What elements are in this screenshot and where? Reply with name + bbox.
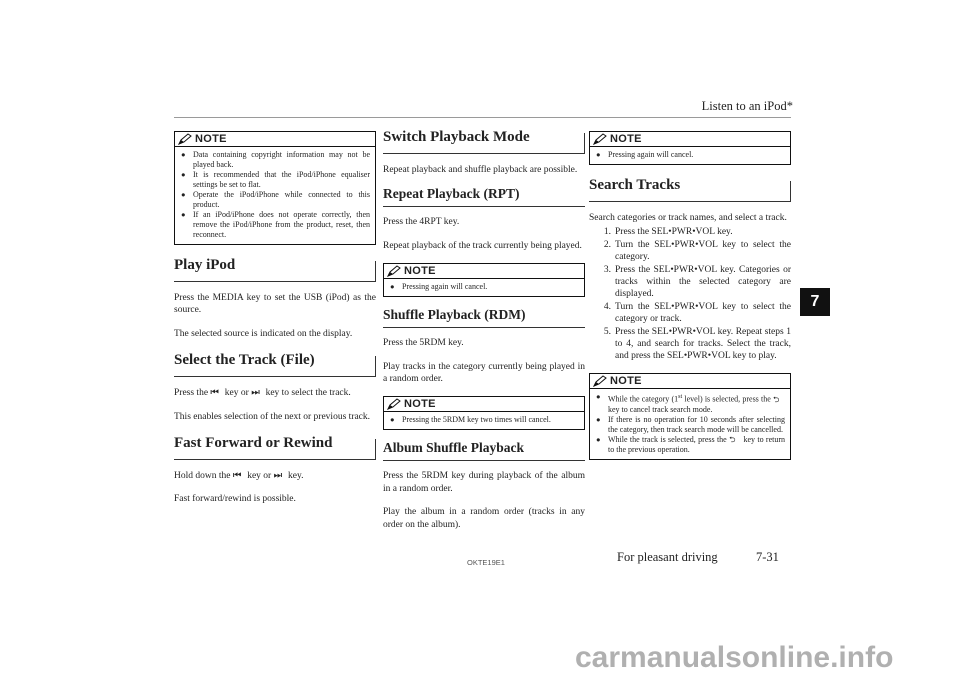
- subsection-title-repeat: Repeat Playback (RPT): [383, 188, 585, 207]
- paragraph: The selected source is indicated on the display.: [174, 328, 353, 339]
- note-box: [383, 396, 585, 430]
- note-item: ● Pressing again will cancel.: [596, 150, 785, 160]
- list-item: 2. Turn the SEL•PWR•VOL key to select the category.: [603, 239, 791, 263]
- note-label: NOTE: [404, 265, 436, 278]
- paragraph: Repeat playback and shuffle playback are possible.: [383, 165, 578, 175]
- column-2: [383, 131, 585, 542]
- header-rule: [174, 117, 791, 118]
- paragraph: Press the ⏮ key or ⏭ key to select the track.: [174, 388, 351, 399]
- pencil-note-icon: [178, 133, 192, 145]
- note-box: [174, 131, 376, 245]
- note-item: ● If there is no operation for 10 seconds after selecting the category, then track search mode will be cancelled.: [596, 415, 785, 435]
- section-title-play-ipod: Play iPod: [174, 259, 376, 282]
- paragraph: This enables selection of the next or previous track.: [174, 411, 371, 422]
- note-item: ● Pressing again will cancel.: [390, 282, 579, 292]
- note-item: ● Data containing copyright information may not be played back.: [181, 150, 370, 170]
- next-track-icon: ⏭: [273, 471, 283, 482]
- note-box: [589, 373, 791, 460]
- pencil-note-icon: [593, 133, 607, 145]
- previous-track-icon: ⏮: [232, 471, 242, 482]
- note-item: ● It is recommended that the iPod/iPhone equaliser settings be set to flat.: [181, 170, 370, 190]
- section-title-switch-playback: Switch Playback Mode: [383, 131, 585, 154]
- previous-track-icon: ⏮: [210, 388, 219, 399]
- paragraph: Search categories or track names, and select a track.: [589, 213, 787, 223]
- list-item: 3. Press the SEL•PWR•VOL key. Categories or tracks within the selected category are displayed.: [603, 264, 791, 300]
- paragraph: Press the 5RDM key during playback of the album in a random order.: [383, 471, 585, 494]
- watermark: carmanualsonline.info: [575, 641, 894, 674]
- note-item: ● Operate the iPod/iPhone while connected to this product.: [181, 190, 370, 210]
- running-header: Listen to an iPod*: [701, 99, 793, 113]
- paragraph: Press the 5RDM key.: [383, 338, 464, 349]
- next-track-icon: ⏭: [251, 388, 260, 399]
- note-box: [383, 263, 585, 297]
- paragraph: Play tracks in the category currently being played in a random order.: [383, 361, 585, 385]
- note-item: ● While the category (1st level) is selected, press the ⮌ key to cancel track search mode.: [596, 392, 785, 415]
- column-3: [589, 131, 791, 472]
- column-1: [174, 131, 376, 517]
- subsection-title-shuffle: Shuffle Playback (RDM): [383, 309, 585, 328]
- note-item: ● If an iPod/iPhone does not operate correctly, then remove the iPod/iPhone from the product, reset, then reconnect.: [181, 210, 370, 240]
- document-code: OKTE19E1: [467, 558, 505, 567]
- note-label: NOTE: [610, 132, 642, 145]
- note-item: ● Pressing the 5RDM key two times will cancel.: [390, 415, 579, 425]
- subsection-title-album-shuffle: Album Shuffle Playback: [383, 442, 585, 461]
- paragraph: Repeat playback of the track currently being played.: [383, 240, 582, 251]
- paragraph: Press the 4RPT key.: [383, 217, 460, 228]
- footer-section: For pleasant driving: [617, 550, 718, 564]
- section-title-select-track: Select the Track (File): [174, 354, 376, 377]
- paragraph: Hold down the ⏮ key or ⏭ key.: [174, 471, 304, 482]
- paragraph: Play the album in a random order (tracks in any order on the album).: [383, 507, 585, 530]
- page-number: 7-31: [756, 550, 779, 564]
- section-title-search-tracks: Search Tracks: [589, 179, 791, 202]
- note-label: NOTE: [195, 132, 227, 145]
- pencil-note-icon: [387, 398, 401, 410]
- note-box: [589, 131, 791, 165]
- section-title-fast-forward: Fast Forward or Rewind: [174, 437, 376, 460]
- back-arrow-icon: ⮌: [729, 434, 736, 444]
- pencil-note-icon: [387, 265, 401, 277]
- list-item: 4. Turn the SEL•PWR•VOL key to select the category or track.: [603, 301, 791, 325]
- back-arrow-icon: ⮌: [773, 394, 780, 404]
- note-label: NOTE: [610, 374, 642, 387]
- pencil-note-icon: [593, 375, 607, 387]
- paragraph: Fast forward/rewind is possible.: [174, 494, 296, 505]
- steps-list: [589, 226, 791, 362]
- note-label: NOTE: [404, 398, 436, 411]
- chapter-tab: 7: [800, 288, 830, 316]
- note-item: ● While the track is selected, press the ⮌ key to return to the previous operation.: [596, 435, 785, 455]
- paragraph: Press the MEDIA key to set the USB (iPod) as the source.: [174, 293, 376, 316]
- list-item: 1. Press the SEL•PWR•VOL key.: [603, 227, 733, 238]
- list-item: 5. Press the SEL•PWR•VOL key. Repeat steps 1 to 4, and search for tracks. Select the track, and press the SEL•PWR•VOL key to play.: [603, 326, 791, 362]
